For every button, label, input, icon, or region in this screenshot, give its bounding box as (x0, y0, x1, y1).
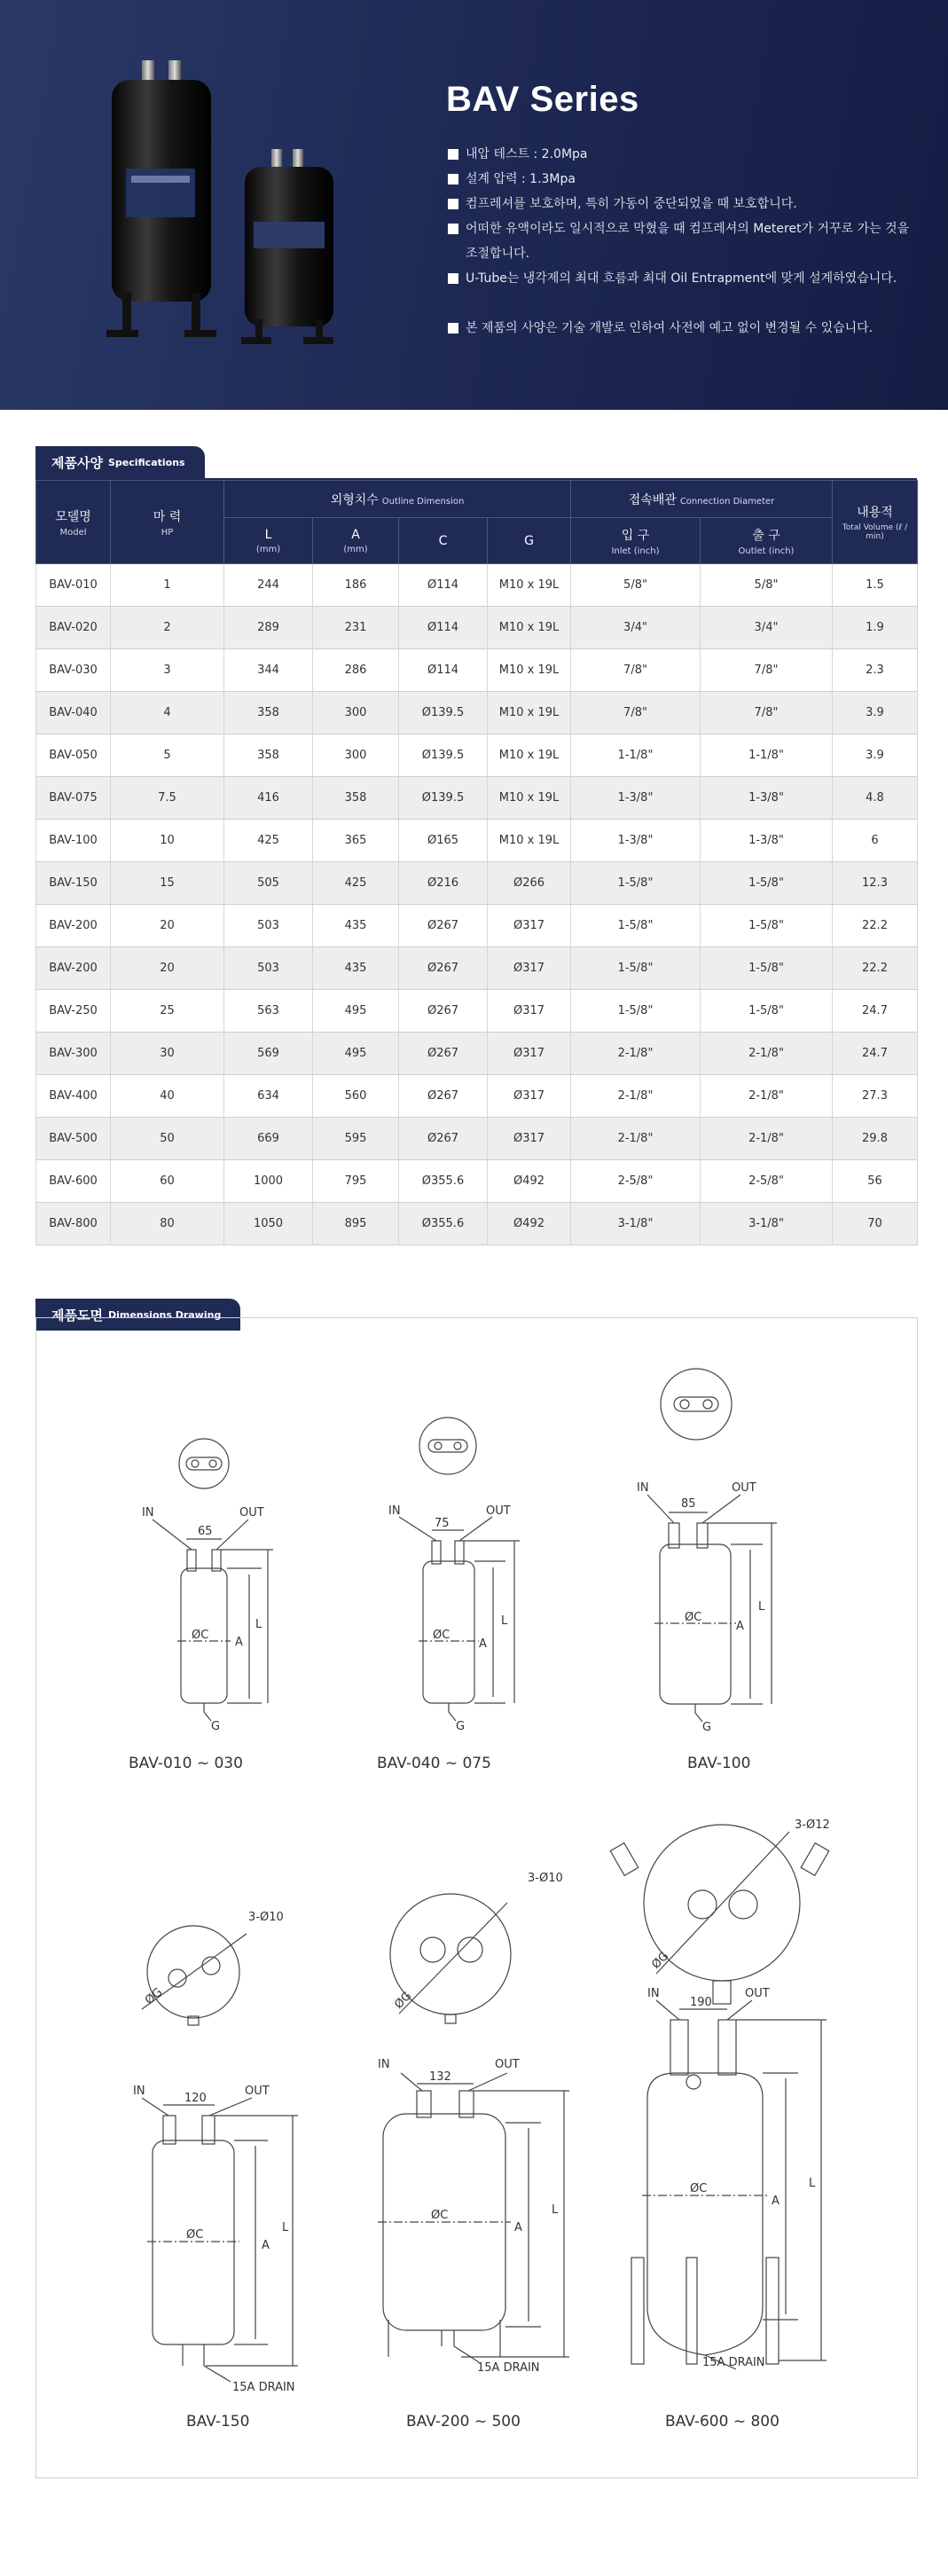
label-a: A (772, 2195, 780, 2208)
cell-outlet: 5/8" (701, 564, 833, 607)
table-row (36, 905, 918, 947)
cell-outlet: 2-1/8" (701, 1075, 833, 1118)
cell-length-l: 669 (224, 1118, 313, 1160)
cell-hp: 3 (111, 649, 224, 692)
feature-item-continued: 조절합니다. (466, 247, 530, 261)
spec-table-wrapper (35, 478, 917, 1245)
cell-inlet: 2-1/8" (571, 1075, 701, 1118)
cell-outlet: 1-5/8" (701, 862, 833, 905)
cell-volume: 3.9 (833, 692, 918, 734)
cell-length-l: 503 (224, 905, 313, 947)
cell-model: BAV-400 (36, 1075, 111, 1118)
cell-length-l: 1000 (224, 1160, 313, 1203)
cell-g: Ø266 (488, 862, 571, 905)
cell-hp: 2 (111, 607, 224, 649)
drawing-bav-200-500 (378, 1894, 569, 2362)
table-row (36, 1160, 918, 1203)
cell-hp: 20 (111, 905, 224, 947)
cell-outlet: 1-3/8" (701, 820, 833, 862)
feature-list (448, 142, 927, 341)
table-row (36, 820, 918, 862)
spec-section-tab (35, 446, 205, 478)
cell-height-a: 231 (313, 607, 399, 649)
cell-model: BAV-500 (36, 1118, 111, 1160)
cell-outlet: 3/4" (701, 607, 833, 649)
label-spacing: 85 (681, 1497, 696, 1511)
cell-inlet: 2-1/8" (571, 1033, 701, 1075)
label-a: A (479, 1637, 487, 1651)
caption-bav-150: BAV-150 (186, 2413, 250, 2431)
cell-diameter-c: Ø139.5 (399, 734, 488, 777)
label-holes: 3-Ø12 (795, 1818, 830, 1832)
cell-g: Ø317 (488, 1075, 571, 1118)
cell-inlet: 5/8" (571, 564, 701, 607)
label-a: A (235, 1636, 243, 1649)
label-diameter: ØC (192, 1629, 209, 1642)
label-drain: 15A DRAIN (702, 2356, 765, 2369)
header-inlet: 입 구 Inlet (inch) (571, 518, 701, 564)
notice-item: 본 제품의 사양은 기술 개발로 인하여 사전에 예고 없이 변경될 수 있습니다. (448, 316, 927, 341)
label-spacing: 190 (690, 1996, 712, 2009)
header-g: G (488, 518, 571, 564)
cell-volume: 3.9 (833, 734, 918, 777)
label-spacing: 120 (184, 2092, 207, 2105)
cell-diameter-c: Ø139.5 (399, 777, 488, 820)
caption-bav-010-030: BAV-010 ~ 030 (129, 1755, 243, 1772)
cell-diameter-c: Ø267 (399, 947, 488, 990)
drawing-bav-100 (647, 1369, 777, 1722)
label-g-diameter: ØG (142, 1985, 166, 2008)
cell-g: M10 x 19L (488, 692, 571, 734)
feature-item: U-Tube는 냉각제의 최대 흐름과 최대 Oil Entrapment에 맞게 설계하였습니다. (448, 266, 927, 291)
dimensions-drawing (35, 1317, 918, 2478)
cell-inlet: 1-1/8" (571, 734, 701, 777)
cell-diameter-c: Ø165 (399, 820, 488, 862)
cell-height-a: 365 (313, 820, 399, 862)
page-title: BAV Series (446, 80, 639, 119)
cell-g: M10 x 19L (488, 734, 571, 777)
cell-hp: 50 (111, 1118, 224, 1160)
cell-outlet: 2-5/8" (701, 1160, 833, 1203)
header-l: L (mm) (224, 518, 313, 564)
cell-height-a: 595 (313, 1118, 399, 1160)
label-drain: 15A DRAIN (477, 2361, 540, 2375)
cell-inlet: 1-5/8" (571, 862, 701, 905)
label-in: IN (637, 1481, 649, 1495)
caption-bav-200-500: BAV-200 ~ 500 (406, 2413, 521, 2431)
label-out: OUT (745, 1987, 770, 2000)
cell-volume: 27.3 (833, 1075, 918, 1118)
label-l: L (552, 2203, 559, 2217)
table-row (36, 947, 918, 990)
cell-inlet: 2-1/8" (571, 1118, 701, 1160)
label-drain: 15A DRAIN (232, 2381, 295, 2394)
drawing-tab-title: 제품도면 (51, 1307, 103, 1323)
table-row (36, 777, 918, 820)
drawing-bav-600-800 (610, 1825, 829, 2369)
label-l: L (255, 1618, 262, 1631)
spec-tab-title: 제품사양 (51, 454, 103, 471)
cell-hp: 7.5 (111, 777, 224, 820)
cell-model: BAV-075 (36, 777, 111, 820)
cell-volume: 29.8 (833, 1118, 918, 1160)
label-l: L (501, 1614, 508, 1628)
cell-diameter-c: Ø114 (399, 607, 488, 649)
cell-diameter-c: Ø216 (399, 862, 488, 905)
label-diameter: ØC (433, 1629, 450, 1642)
cell-outlet: 1-5/8" (701, 947, 833, 990)
spec-table-body (36, 564, 918, 1245)
cell-hp: 30 (111, 1033, 224, 1075)
cell-height-a: 425 (313, 862, 399, 905)
cell-length-l: 563 (224, 990, 313, 1033)
cell-g: M10 x 19L (488, 820, 571, 862)
cell-inlet: 7/8" (571, 692, 701, 734)
cell-outlet: 3-1/8" (701, 1203, 833, 1245)
cell-outlet: 1-1/8" (701, 734, 833, 777)
label-in: IN (647, 1987, 660, 2000)
cell-diameter-c: Ø355.6 (399, 1160, 488, 1203)
cell-diameter-c: Ø114 (399, 564, 488, 607)
cell-height-a: 895 (313, 1203, 399, 1245)
cell-model: BAV-250 (36, 990, 111, 1033)
cell-outlet: 7/8" (701, 649, 833, 692)
label-holes: 3-Ø10 (528, 1872, 563, 1885)
cell-model: BAV-200 (36, 947, 111, 990)
cell-outlet: 1-5/8" (701, 905, 833, 947)
cell-model: BAV-200 (36, 905, 111, 947)
header-c: C (399, 518, 488, 564)
cell-volume: 1.9 (833, 607, 918, 649)
table-row (36, 1118, 918, 1160)
cell-hp: 80 (111, 1203, 224, 1245)
cell-diameter-c: Ø267 (399, 1118, 488, 1160)
cell-model: BAV-050 (36, 734, 111, 777)
label-a: A (514, 2221, 522, 2234)
cell-volume: 70 (833, 1203, 918, 1245)
cell-volume: 24.7 (833, 1033, 918, 1075)
cell-inlet: 1-5/8" (571, 947, 701, 990)
cell-diameter-c: Ø139.5 (399, 692, 488, 734)
cell-volume: 22.2 (833, 905, 918, 947)
header-connection-diameter: 접속배관 Connection Diameter (571, 481, 833, 518)
feature-item: 설계 압력 : 1.3Mpa (448, 167, 927, 192)
cell-outlet: 7/8" (701, 692, 833, 734)
caption-bav-600-800: BAV-600 ~ 800 (665, 2413, 780, 2431)
cell-height-a: 435 (313, 947, 399, 990)
label-g-diameter: ØG (649, 1949, 672, 1972)
label-spacing: 75 (435, 1517, 450, 1530)
cell-hp: 4 (111, 692, 224, 734)
label-g: G (702, 1721, 712, 1734)
label-holes: 3-Ø10 (248, 1911, 284, 1924)
table-row (36, 734, 918, 777)
cell-height-a: 286 (313, 649, 399, 692)
cell-height-a: 795 (313, 1160, 399, 1203)
cell-inlet: 1-3/8" (571, 820, 701, 862)
cell-model: BAV-030 (36, 649, 111, 692)
cell-outlet: 1-3/8" (701, 777, 833, 820)
label-in: IN (142, 1506, 154, 1520)
cell-g: Ø317 (488, 990, 571, 1033)
feature-item: 어떠한 유액이라도 일시적으로 막혔을 때 컴프레셔의 Meteret가 거꾸로 가는 것을 (448, 216, 927, 241)
table-row (36, 1075, 918, 1118)
label-diameter: ØC (685, 1611, 702, 1624)
cell-volume: 6 (833, 820, 918, 862)
label-spacing: 132 (429, 2070, 451, 2084)
cell-diameter-c: Ø267 (399, 905, 488, 947)
cell-g: M10 x 19L (488, 649, 571, 692)
cell-g: Ø492 (488, 1160, 571, 1203)
cell-height-a: 495 (313, 1033, 399, 1075)
table-row (36, 692, 918, 734)
cell-g: M10 x 19L (488, 564, 571, 607)
cell-volume: 2.3 (833, 649, 918, 692)
cell-inlet: 3-1/8" (571, 1203, 701, 1245)
cell-length-l: 358 (224, 692, 313, 734)
cell-hp: 15 (111, 862, 224, 905)
cell-volume: 4.8 (833, 777, 918, 820)
label-in: IN (378, 2058, 390, 2071)
cell-inlet: 1-5/8" (571, 905, 701, 947)
cell-length-l: 244 (224, 564, 313, 607)
cell-diameter-c: Ø114 (399, 649, 488, 692)
spec-table (35, 480, 918, 1245)
table-row (36, 1203, 918, 1245)
cell-height-a: 495 (313, 990, 399, 1033)
header-outline-dimension: 외형치수 Outline Dimension (224, 481, 571, 518)
drawing-tab-subtitle: Dimensions Drawing (107, 1308, 222, 1321)
label-l: L (809, 2177, 816, 2190)
drawing-bav-150 (142, 1926, 298, 2382)
cell-inlet: 7/8" (571, 649, 701, 692)
label-spacing: 65 (198, 1525, 213, 1538)
cell-hp: 40 (111, 1075, 224, 1118)
header-outlet: 출 구 Outlet (inch) (701, 518, 833, 564)
cell-length-l: 425 (224, 820, 313, 862)
cell-hp: 1 (111, 564, 224, 607)
table-row (36, 564, 918, 607)
cell-model: BAV-040 (36, 692, 111, 734)
cell-length-l: 416 (224, 777, 313, 820)
cell-g: M10 x 19L (488, 777, 571, 820)
cell-length-l: 505 (224, 862, 313, 905)
header-hp: 마 력 HP (111, 481, 224, 564)
cell-inlet: 2-5/8" (571, 1160, 701, 1203)
cell-length-l: 1050 (224, 1203, 313, 1245)
header-model: 모델명 Model (36, 481, 111, 564)
cell-g: Ø317 (488, 947, 571, 990)
cell-inlet: 3/4" (571, 607, 701, 649)
cell-model: BAV-150 (36, 862, 111, 905)
cell-outlet: 2-1/8" (701, 1118, 833, 1160)
table-row (36, 1033, 918, 1075)
table-row (36, 990, 918, 1033)
cell-g: M10 x 19L (488, 607, 571, 649)
cell-hp: 60 (111, 1160, 224, 1203)
cell-length-l: 634 (224, 1075, 313, 1118)
cell-model: BAV-600 (36, 1160, 111, 1203)
label-out: OUT (495, 2058, 520, 2071)
label-g: G (456, 1720, 466, 1733)
cell-length-l: 503 (224, 947, 313, 990)
cell-length-l: 289 (224, 607, 313, 649)
label-out: OUT (486, 1504, 511, 1518)
cell-model: BAV-100 (36, 820, 111, 862)
label-in: IN (133, 2085, 145, 2098)
label-diameter: ØC (186, 2228, 204, 2242)
spec-tab-subtitle: Specifications (107, 456, 185, 468)
cell-volume: 56 (833, 1160, 918, 1203)
label-out: OUT (245, 2085, 270, 2098)
label-out: OUT (732, 1481, 756, 1495)
label-diameter: ØC (690, 2182, 708, 2195)
table-row (36, 607, 918, 649)
cell-height-a: 300 (313, 734, 399, 777)
cell-hp: 20 (111, 947, 224, 990)
cell-diameter-c: Ø355.6 (399, 1203, 488, 1245)
cell-outlet: 1-5/8" (701, 990, 833, 1033)
cell-volume: 12.3 (833, 862, 918, 905)
cell-height-a: 186 (313, 564, 399, 607)
header-total-volume: 내용적 Total Volume (ℓ / min) (833, 481, 918, 564)
cell-length-l: 344 (224, 649, 313, 692)
cell-length-l: 569 (224, 1033, 313, 1075)
drawing-bav-040-075 (399, 1418, 520, 1721)
label-g-diameter: ØG (392, 1989, 415, 2012)
cell-length-l: 358 (224, 734, 313, 777)
cell-hp: 25 (111, 990, 224, 1033)
cell-diameter-c: Ø267 (399, 1075, 488, 1118)
drawing-bav-010-030 (153, 1439, 273, 1721)
caption-bav-100: BAV-100 (687, 1755, 751, 1772)
table-row (36, 649, 918, 692)
label-l: L (758, 1600, 765, 1614)
cell-model: BAV-020 (36, 607, 111, 649)
product-image (80, 53, 381, 355)
label-l: L (282, 2221, 289, 2234)
feature-item: 내압 테스트 : 2.0Mpa (448, 142, 927, 167)
cell-volume: 24.7 (833, 990, 918, 1033)
cell-height-a: 560 (313, 1075, 399, 1118)
cell-height-a: 300 (313, 692, 399, 734)
cell-g: Ø317 (488, 905, 571, 947)
cell-inlet: 1-3/8" (571, 777, 701, 820)
label-g: G (211, 1720, 221, 1733)
label-out: OUT (239, 1506, 264, 1520)
cell-volume: 1.5 (833, 564, 918, 607)
label-a: A (262, 2239, 270, 2252)
cell-inlet: 1-5/8" (571, 990, 701, 1033)
header-a: A (mm) (313, 518, 399, 564)
cell-diameter-c: Ø267 (399, 990, 488, 1033)
cell-hp: 5 (111, 734, 224, 777)
cell-height-a: 358 (313, 777, 399, 820)
cell-model: BAV-300 (36, 1033, 111, 1075)
cell-height-a: 435 (313, 905, 399, 947)
label-diameter: ØC (431, 2209, 449, 2222)
cell-model: BAV-800 (36, 1203, 111, 1245)
cell-hp: 10 (111, 820, 224, 862)
cell-diameter-c: Ø267 (399, 1033, 488, 1075)
feature-item: 컴프레셔를 보호하며, 특히 가동이 중단되었을 때 보호합니다. (448, 192, 927, 216)
cell-g: Ø317 (488, 1118, 571, 1160)
table-row (36, 862, 918, 905)
caption-bav-040-075: BAV-040 ~ 075 (377, 1755, 491, 1772)
cell-g: Ø317 (488, 1033, 571, 1075)
hero-banner (0, 0, 948, 410)
label-a: A (736, 1620, 744, 1633)
cell-g: Ø492 (488, 1203, 571, 1245)
cell-outlet: 2-1/8" (701, 1033, 833, 1075)
label-in: IN (388, 1504, 401, 1518)
cell-volume: 22.2 (833, 947, 918, 990)
cell-model: BAV-010 (36, 564, 111, 607)
